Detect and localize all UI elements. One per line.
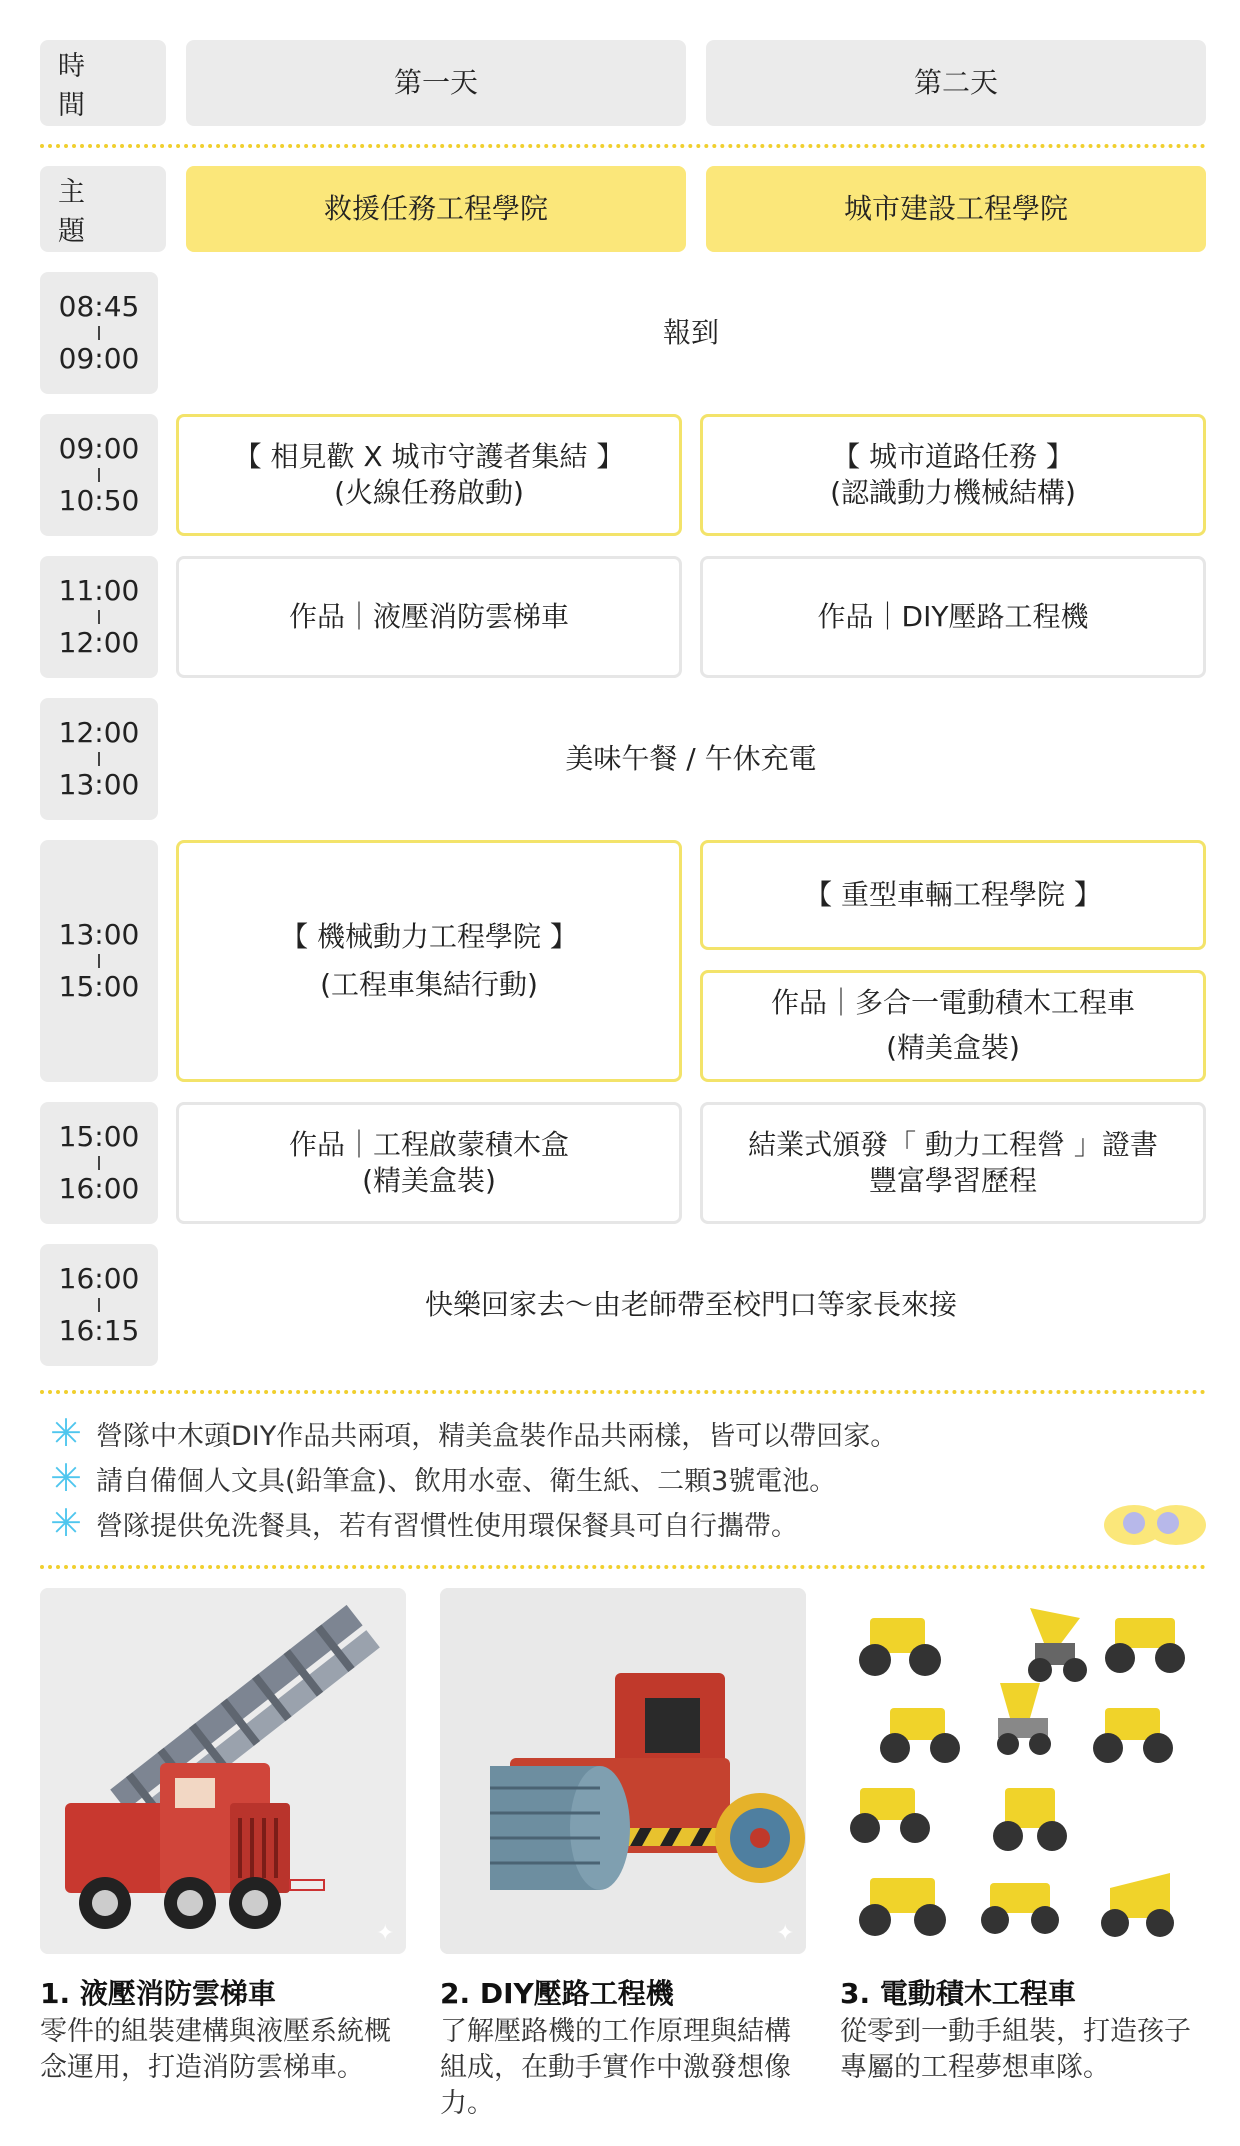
time-end: 16:00 — [58, 1172, 140, 1205]
schedule-day1 — [176, 1102, 682, 1224]
schedule-title: 【 機械動力工程學院 】 — [280, 920, 578, 954]
time-separator — [98, 326, 100, 340]
svg-text:✦: ✦ — [776, 1921, 795, 1946]
schedule-text: 美味午餐 / 午休充電 — [565, 742, 817, 776]
asterisk-icon: ✳ — [50, 1456, 82, 1500]
time-separator — [98, 752, 100, 766]
schedule-title: 【 城市道路任務 】 — [832, 440, 1074, 474]
schedule-subtitle: (工程車集結行動) — [320, 968, 538, 1001]
schedule-subtitle: (精美盒裝) — [886, 1031, 1020, 1064]
schedule-day1 — [176, 414, 682, 536]
time-separator — [98, 610, 100, 624]
time-separator — [98, 1156, 100, 1170]
theme-day1-text: 救援任務工程學院 — [323, 192, 548, 226]
time-end: 13:00 — [58, 768, 140, 801]
theme-day1 — [186, 166, 686, 252]
schedule-text: 作品｜DIY壓路工程機 — [817, 600, 1089, 634]
note-item — [44, 1458, 1094, 1498]
theme-day2-text: 城市建設工程學院 — [843, 192, 1068, 226]
time-end: 10:50 — [58, 484, 140, 517]
day2-label: 第二天 — [913, 66, 998, 100]
eyes-decoration-icon — [1104, 1503, 1206, 1547]
schedule-text: 作品｜工程啟蒙積木盒 — [288, 1128, 569, 1162]
time-start: 09:00 — [58, 432, 140, 466]
theme-header-label — [40, 166, 166, 252]
schedule-subtitle: (精美盒裝) — [362, 1164, 496, 1197]
schedule-text: 結業式頒發「 動力工程營 」證書 — [748, 1128, 1158, 1162]
time-start: 12:00 — [58, 716, 140, 750]
divider — [40, 1565, 1206, 1569]
description-line: 念運用，打造消防雲梯車。 — [40, 2051, 364, 2083]
schedule-all-days — [176, 698, 1206, 820]
schedule-all-days — [176, 1244, 1206, 1366]
time-start: 15:00 — [58, 1120, 140, 1154]
schedule-subtitle: (認識動力機械結構) — [830, 476, 1076, 509]
theme-day2 — [706, 166, 1206, 252]
time-separator — [98, 468, 100, 482]
product-title: 3. 電動積木工程車 — [840, 1977, 1076, 2010]
schedule-day2-title — [700, 840, 1206, 950]
description-line: 力。 — [440, 2087, 494, 2119]
time-start: 08:45 — [58, 290, 140, 324]
description-line: 專屬的工程夢想車隊。 — [840, 2051, 1110, 2083]
description-line: 零件的組裝建構與液壓系統概 — [40, 2016, 391, 2047]
product-image-block-vehicles — [840, 1588, 1206, 1954]
schedule-day2 — [700, 1102, 1206, 1224]
time-start: 13:00 — [58, 918, 140, 952]
schedule-text: 快樂回家去～由老師帶至校門口等家長來接 — [424, 1288, 957, 1322]
schedule-text: 報到 — [662, 316, 719, 350]
time-start: 16:00 — [58, 1262, 140, 1296]
schedule-day2 — [700, 556, 1206, 678]
description-line: 從零到一動手組裝，打造孩子 — [840, 2016, 1191, 2047]
time-slot — [40, 414, 158, 536]
time-end: 12:00 — [58, 626, 140, 659]
day2-header — [706, 40, 1206, 126]
schedule-day2-work — [700, 970, 1206, 1082]
time-slot — [40, 556, 158, 678]
time-slot — [40, 698, 158, 820]
day1-label: 第一天 — [393, 66, 478, 100]
schedule-text: 作品｜液壓消防雲梯車 — [288, 600, 569, 634]
time-slot — [40, 1244, 158, 1366]
schedule-all-days — [176, 272, 1206, 394]
schedule-subtitle: 豐富學習歷程 — [868, 1164, 1037, 1197]
note-item — [44, 1503, 1094, 1543]
time-slot — [40, 1102, 158, 1224]
divider — [40, 1390, 1206, 1394]
day1-header — [186, 40, 686, 126]
divider — [40, 144, 1206, 148]
note-item — [44, 1413, 1094, 1453]
product-title: 1. 液壓消防雲梯車 — [40, 1977, 276, 2010]
description-line: 了解壓路機的工作原理與結構 — [440, 2016, 791, 2047]
product-image-fire-truck — [40, 1588, 406, 1954]
product-title: 2. DIY壓路工程機 — [440, 1977, 674, 2010]
svg-text:✦: ✦ — [376, 1921, 395, 1946]
description-line: 組成，在動手實作中激發想像 — [440, 2051, 791, 2083]
schedule-title: 【 重型車輛工程學院 】 — [804, 878, 1102, 912]
time-end: 16:15 — [58, 1314, 140, 1347]
time-separator — [98, 954, 100, 968]
schedule-day2 — [700, 414, 1206, 536]
time-end: 15:00 — [58, 970, 140, 1003]
time-start: 11:00 — [58, 574, 140, 608]
note-text: 請自備個人文具(鉛筆盒)、飲用水壺、衛生紙、二顆3號電池。 — [96, 1465, 837, 1497]
note-text: 營隊中木頭DIY作品共兩項，精美盒裝作品共兩樣，皆可以帶回家。 — [96, 1420, 898, 1452]
product-description — [40, 2014, 440, 2086]
schedule-subtitle: (火線任務啟動) — [334, 476, 524, 509]
schedule-text: 作品｜多合一電動積木工程車 — [770, 986, 1135, 1020]
product-description — [840, 2014, 1240, 2086]
note-text: 營隊提供免洗餐具，若有習慣性使用環保餐具可自行攜帶。 — [96, 1510, 798, 1542]
theme-header-text: 主 題 — [58, 177, 128, 247]
time-end: 09:00 — [58, 342, 140, 375]
time-header-text: 時 間 — [58, 51, 128, 121]
time-slot — [40, 272, 158, 394]
time-header-label — [40, 40, 166, 126]
product-image-road-roller — [440, 1588, 806, 1954]
time-slot — [40, 840, 158, 1082]
schedule-day1 — [176, 556, 682, 678]
asterisk-icon: ✳ — [50, 1501, 82, 1545]
schedule-title: 【 相見歡 X 城市守護者集結 】 — [233, 440, 625, 474]
product-description — [440, 2014, 840, 2122]
asterisk-icon: ✳ — [50, 1411, 82, 1455]
schedule-day1 — [176, 840, 682, 1082]
time-separator — [98, 1298, 100, 1312]
